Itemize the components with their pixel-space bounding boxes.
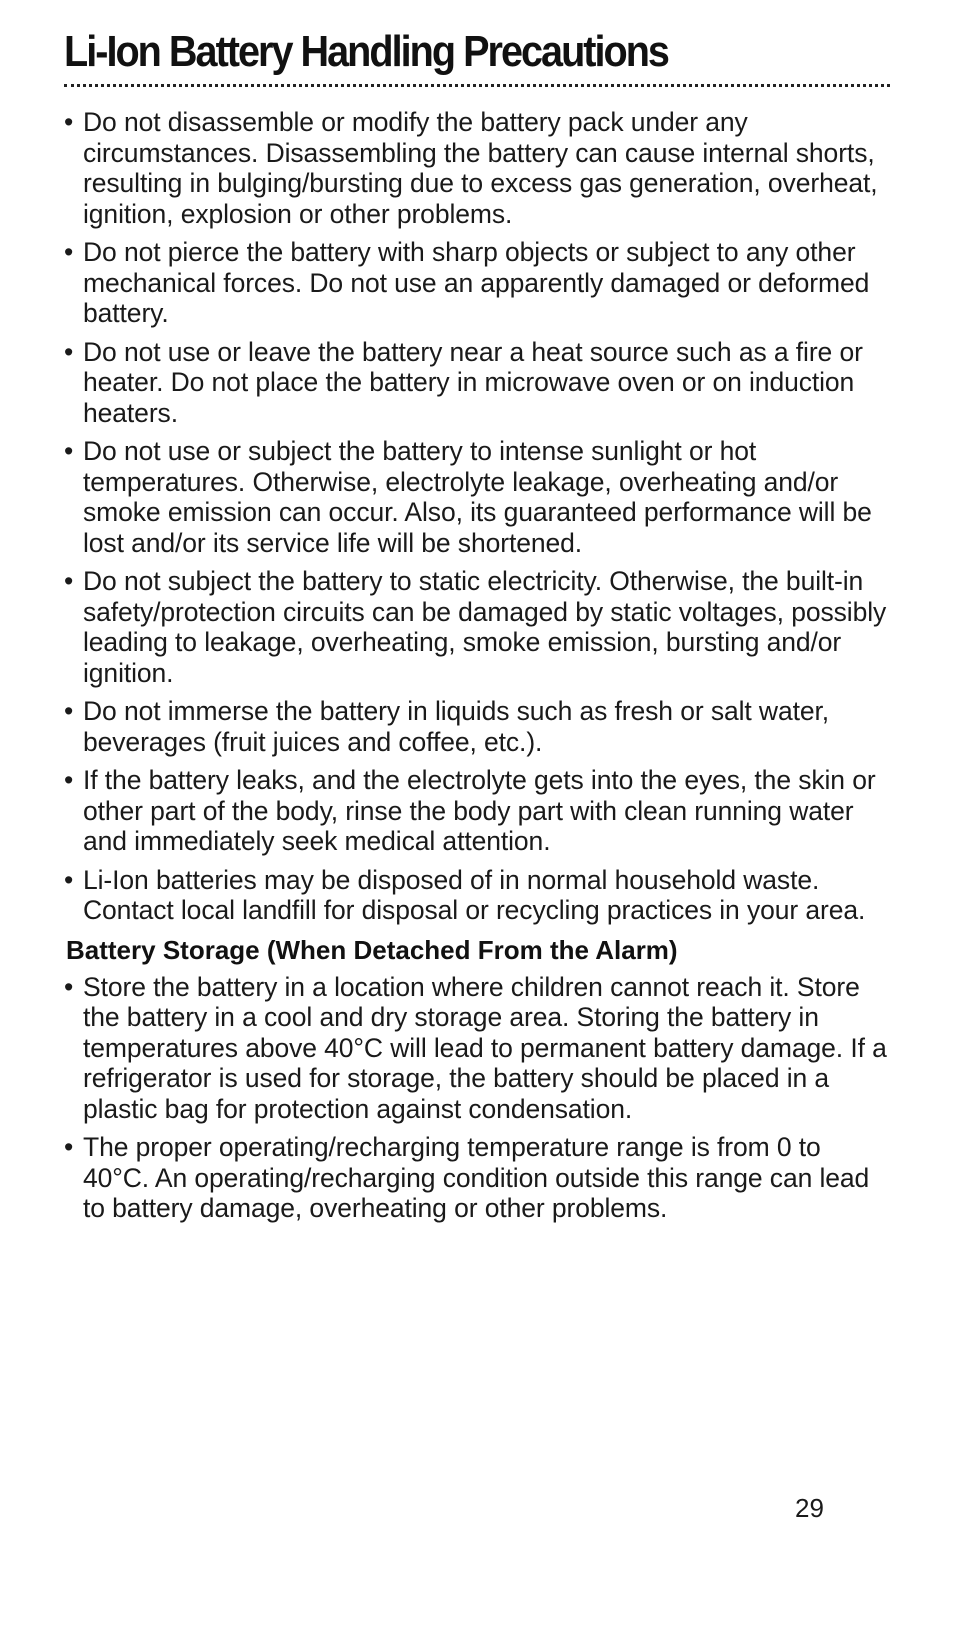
list-item [64,765,890,857]
document-page [64,22,890,1232]
list-item [64,337,890,429]
section-heading-battery-storage: Battery Storage (When Detached From the Alarm) [66,934,678,965]
list-item-text: Li-Ion batteries may be disposed of in normal household waste. Contact local landfill for disposal or recycling practices in your area. [83,864,866,925]
list-item [64,696,890,757]
bullet-icon: • [64,237,74,267]
list-item-text: Do not use or subject the battery to intense sunlight or hot temperatures. Otherwise, electrolyte leakage, overheating and/or smoke emission can occur. Also, its guaranteed performance will be lost and/or its service life will be shortened. [83,436,872,558]
bullet-icon: • [64,696,74,726]
page-title: Li-Ion Battery Handling Precautions [64,27,668,76]
bullet-icon: • [64,765,74,795]
list-item-text: Store the battery in a location where children cannot reach it. Store the battery in a cool and dry storage area. Storing the battery in temperatures above 40°C will lead to permanent battery damage. If a refrigerator is used for storage, the battery should be placed in a plastic bag for protection against condensation. [83,971,887,1124]
list-item-text: If the battery leaks, and the electrolyte gets into the eyes, the skin or other part of the body, rinse the body part with clean running water and immediately seek medical attention. [83,765,876,856]
bullet-icon: • [64,971,74,1002]
list-item-text: Do not disassemble or modify the battery pack under any circumstances. Disassembling the battery can cause internal shorts, resulting in bulging/bursting due to excess gas generation, overheat, ignition, explosion or other problems. [83,107,878,229]
list-item [64,436,890,558]
list-item-text: Do not pierce the battery with sharp objects or subject to any other mechanical forces. Do not use an apparently damaged or deformed battery. [83,237,870,328]
battery-storage-list [64,972,890,1224]
page-number: 29 [795,1493,824,1523]
list-item [64,1132,890,1224]
bullet-icon: • [64,107,74,137]
list-item [64,865,890,926]
list-item-text: Do not subject the battery to static electricity. Otherwise, the built-in safety/protection circuits can be damaged by static voltages, possibly leading to leakage, overheating, smoke emission, bursting and/or ignition. [83,566,887,688]
list-item-text: Do not immerse the battery in liquids such as fresh or salt water, beverages (fruit juices and coffee, etc.). [83,696,830,757]
list-item [64,566,890,688]
list-item-text: The proper operating/recharging temperature range is from 0 to 40°C. An operating/recharging condition outside this range can lead to battery damage, overheating or other problems. [83,1132,870,1223]
bullet-icon: • [64,336,74,367]
list-item [64,107,890,229]
list-item [64,237,890,329]
dotted-divider [64,84,890,87]
handling-precautions-list [64,107,890,926]
bullet-icon: • [64,1132,74,1162]
list-item [64,972,890,1125]
list-item-text: Do not use or leave the battery near a heat source such as a fire or heater. Do not place the battery in microwave oven or on induction heaters. [83,336,863,428]
bullet-icon: • [64,566,74,596]
bullet-icon: • [64,436,74,466]
bullet-icon: • [64,864,74,895]
